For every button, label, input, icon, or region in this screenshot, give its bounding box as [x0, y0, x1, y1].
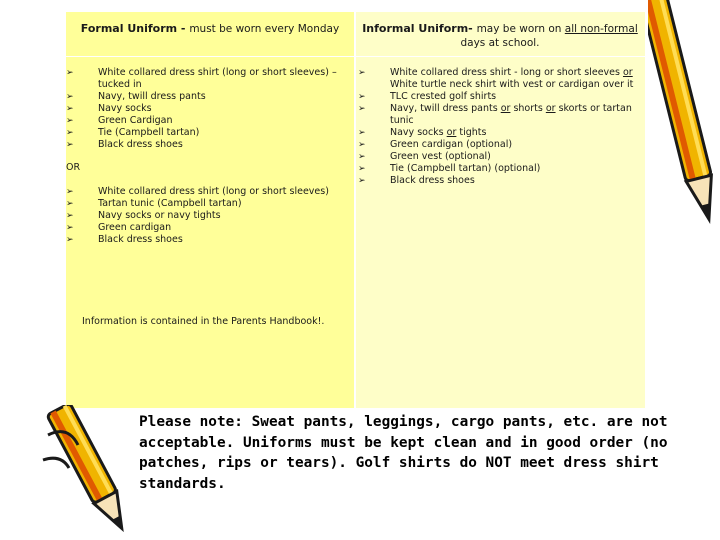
- list-item-text: Black dress shoes: [98, 234, 183, 245]
- arrow-bullet-icon: ➢: [358, 176, 366, 186]
- list-item-text: Navy socks: [98, 103, 152, 114]
- list-item: [358, 151, 640, 163]
- list-item-text: tights: [456, 127, 487, 138]
- list-item-text: Green cardigan (optional): [390, 139, 513, 150]
- arrow-bullet-icon: ➢: [358, 152, 366, 162]
- list-item-text: Tie (Campbell tartan): [98, 127, 200, 138]
- list-item-text: Navy socks or navy tights: [98, 210, 221, 221]
- list-item: [358, 139, 640, 151]
- list-item-text: Tartan tunic (Campbell tartan): [98, 198, 242, 209]
- arrow-bullet-icon: ➢: [358, 140, 366, 150]
- list-item: [358, 175, 640, 187]
- list-item-text: Navy socks: [390, 127, 447, 138]
- or-underlined: or: [500, 103, 511, 114]
- formal-uniform-heading: [70, 22, 350, 36]
- list-item-text: Black dress shoes: [98, 139, 183, 150]
- or-underlined: or: [446, 127, 457, 138]
- or-separator: OR: [66, 162, 81, 173]
- or-underlined: or: [622, 67, 633, 78]
- list-item-text: Green Cardigan: [98, 115, 173, 126]
- informal-uniform-subtitle-underlined: all non-formal: [564, 23, 638, 35]
- arrow-bullet-icon: ➢: [66, 235, 74, 245]
- column-divider: [354, 12, 356, 408]
- arrow-bullet-icon: ➢: [66, 140, 74, 150]
- list-item: [66, 91, 351, 103]
- handbook-note: Information is contained in the Parents Handbook!.: [82, 316, 325, 327]
- list-item: [66, 115, 351, 127]
- formal-option-2-list: [66, 186, 351, 246]
- list-item-text: Green vest (optional): [390, 151, 491, 162]
- list-item: [358, 103, 640, 127]
- arrow-bullet-icon: ➢: [66, 104, 74, 114]
- list-item: [66, 139, 351, 151]
- arrow-bullet-icon: ➢: [358, 104, 366, 114]
- list-item-text: Navy, twill dress pants: [98, 91, 206, 102]
- informal-uniform-title: Informal Uniform-: [362, 22, 477, 35]
- arrow-bullet-icon: ➢: [66, 187, 74, 197]
- formal-uniform-subtitle: must be worn every Monday: [189, 23, 340, 35]
- informal-uniform-subtitle-2: days at school.: [460, 37, 540, 49]
- pencil-icon: [648, 0, 720, 230]
- header-rule: [66, 56, 645, 57]
- list-item-text: Black dress shoes: [390, 175, 475, 186]
- list-item-text: White collared dress shirt (long or short sleeves) – tucked in: [98, 67, 337, 90]
- list-item-text: skorts or tartan tunic: [390, 103, 632, 126]
- list-item: [66, 222, 351, 234]
- arrow-bullet-icon: ➢: [358, 68, 366, 78]
- please-note-text: Please note: Sweat pants, leggings, cargo pants, etc. are not acceptable. Uniforms must be kept clean and in good order (no patches, rips or tears). Golf shirts do NOT meet dress shirt standards.: [139, 414, 668, 492]
- arrow-bullet-icon: ➢: [66, 92, 74, 102]
- arrow-bullet-icon: ➢: [66, 68, 74, 78]
- pencil-icon: [38, 405, 148, 535]
- arrow-bullet-icon: ➢: [66, 211, 74, 221]
- informal-uniform-heading: [360, 22, 640, 50]
- list-item: [66, 234, 351, 246]
- list-item-text: Green cardigan: [98, 222, 172, 233]
- list-item-text: Tie (Campbell tartan) (optional): [390, 163, 541, 174]
- list-item-text: shorts: [510, 103, 546, 114]
- formal-option-1-list: [66, 67, 351, 151]
- list-item-text: White collared dress shirt (long or short sleeves): [98, 186, 329, 197]
- list-item: [66, 210, 351, 222]
- informal-uniform-subtitle-1: may be worn on: [476, 23, 565, 35]
- list-item-text: Navy, twill dress pants: [390, 103, 501, 114]
- or-underlined: or: [545, 103, 556, 114]
- arrow-bullet-icon: ➢: [358, 164, 366, 174]
- arrow-bullet-icon: ➢: [358, 128, 366, 138]
- list-item-text: TLC crested golf shirts: [390, 91, 497, 102]
- list-item: [358, 91, 640, 103]
- list-item: [66, 198, 351, 210]
- list-item: [358, 127, 640, 139]
- arrow-bullet-icon: ➢: [66, 128, 74, 138]
- list-item: [66, 186, 351, 198]
- list-item: [66, 103, 351, 115]
- list-item: [66, 127, 351, 139]
- arrow-bullet-icon: ➢: [66, 223, 74, 233]
- list-item-text: White collared dress shirt - long or short sleeves: [390, 67, 623, 78]
- arrow-bullet-icon: ➢: [66, 116, 74, 126]
- arrow-bullet-icon: ➢: [66, 199, 74, 209]
- list-item: [358, 67, 640, 91]
- list-item: [358, 163, 640, 175]
- arrow-bullet-icon: ➢: [358, 92, 366, 102]
- informal-uniform-list: [358, 67, 640, 187]
- formal-uniform-title: Formal Uniform -: [80, 22, 190, 35]
- list-item-text: White turtle neck shirt with vest or cardigan over it: [390, 79, 634, 90]
- list-item: [66, 67, 351, 91]
